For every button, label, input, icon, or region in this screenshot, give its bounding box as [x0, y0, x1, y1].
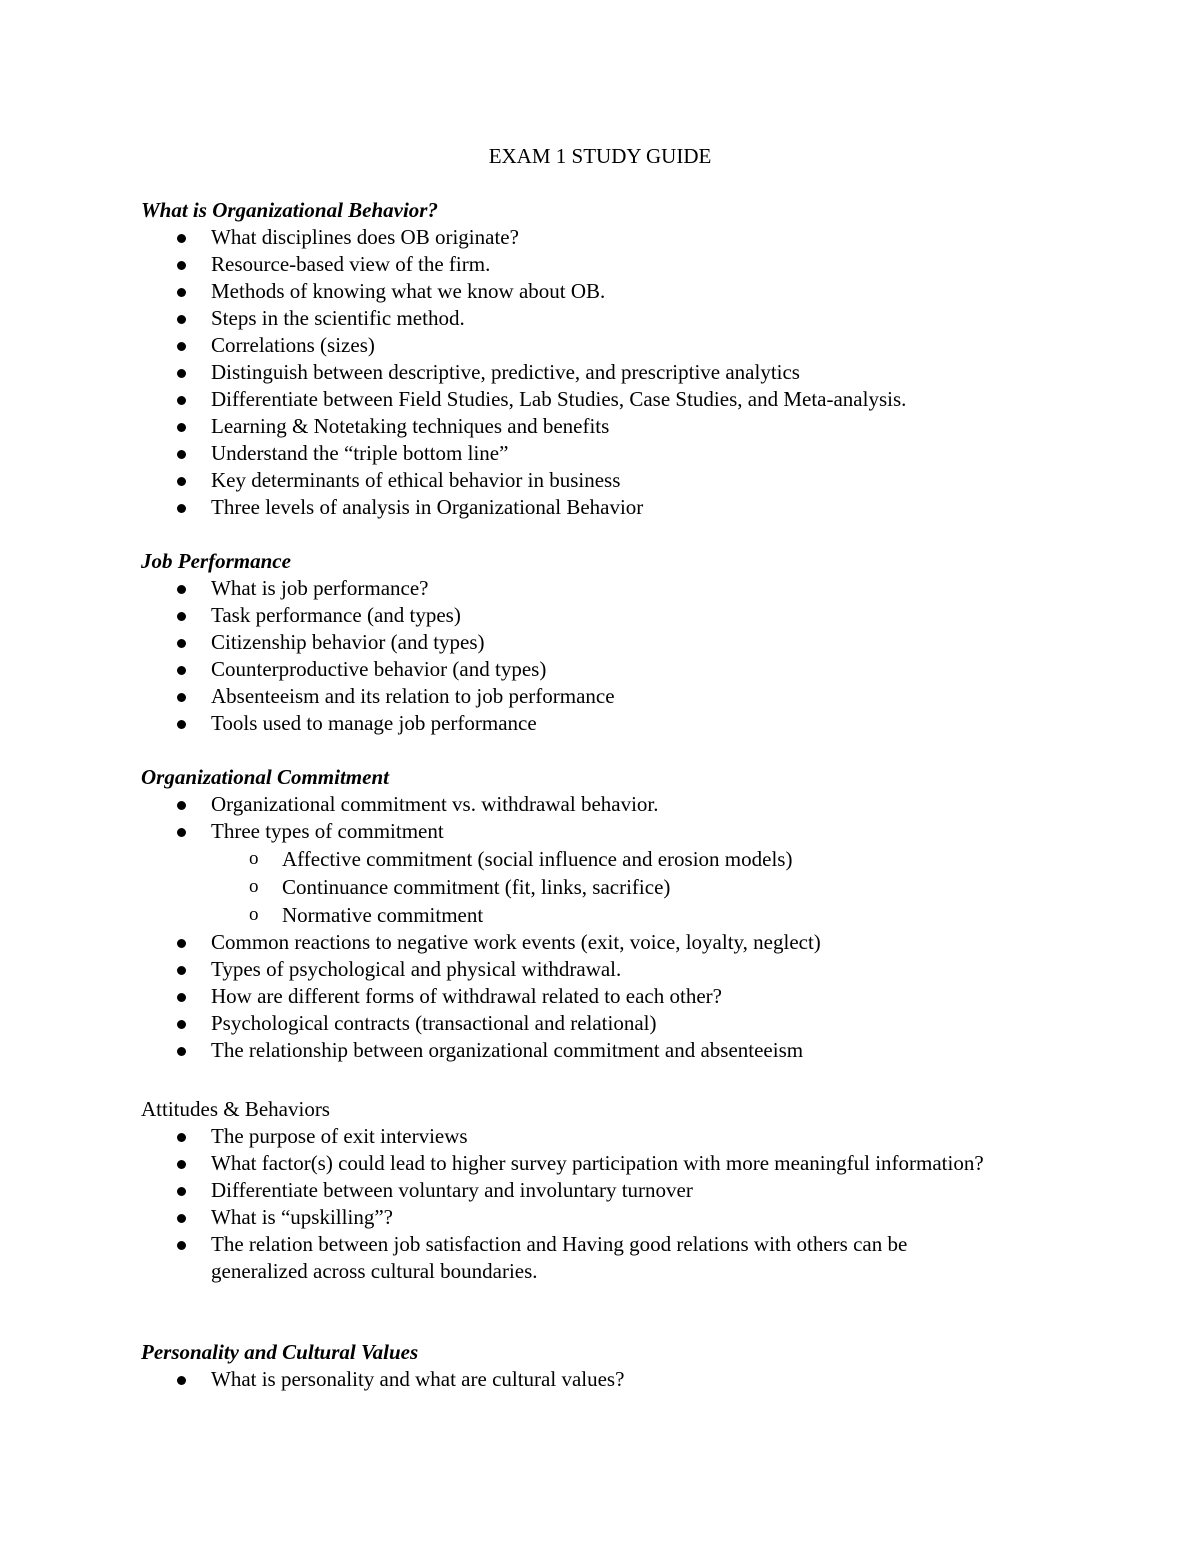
list-item: [141, 956, 1041, 983]
list-item-text: Citizenship behavior (and types): [211, 630, 485, 654]
list-item-text: What factor(s) could lead to higher survey participation with more meaningful information?: [211, 1151, 984, 1175]
list-item: [141, 983, 1041, 1010]
bullet-list: [141, 575, 1041, 737]
bullet-icon: [177, 315, 186, 324]
list-item: [141, 278, 1041, 305]
list-item: [141, 683, 1041, 710]
list-item-text: The relationship between organizational commitment and absenteeism: [211, 1038, 804, 1062]
list-item: [141, 1150, 1041, 1177]
section-organizational-commitment: [141, 764, 1041, 1064]
bullet-icon: [177, 423, 186, 432]
sub-list-item: [141, 901, 1041, 929]
bullet-icon: [177, 801, 186, 810]
bullet-list: [141, 929, 1041, 1064]
bullet-icon: [177, 612, 186, 621]
bullet-icon: [177, 666, 186, 675]
list-item: [141, 929, 1041, 956]
list-item-text: Types of psychological and physical withdrawal.: [211, 957, 622, 981]
list-item-text: Three levels of analysis in Organizational Behavior: [211, 495, 644, 519]
section-organizational-behavior: [141, 197, 1041, 521]
list-item-text: Resource-based view of the firm.: [211, 252, 491, 276]
bullet-icon: [177, 396, 186, 405]
bullet-icon: [177, 1187, 186, 1196]
bullet-icon: [177, 720, 186, 729]
list-item: [141, 818, 1041, 845]
bullet-icon: [177, 261, 186, 270]
list-item: [141, 710, 1041, 737]
list-item: [141, 386, 1041, 413]
list-item: [141, 305, 1041, 332]
list-item-text: Methods of knowing what we know about OB.: [211, 279, 606, 303]
bullet-icon: [177, 585, 186, 594]
bullet-icon: [177, 1241, 186, 1250]
list-item: [141, 413, 1041, 440]
list-item: [141, 791, 1041, 818]
bullet-icon: [177, 993, 186, 1002]
list-item-text: Tools used to manage job performance: [211, 711, 537, 735]
bullet-icon: [177, 477, 186, 486]
bullet-icon: [177, 966, 186, 975]
circle-bullet-icon: o: [249, 848, 259, 869]
list-item-text: Differentiate between voluntary and involuntary turnover: [211, 1178, 693, 1202]
list-item-text: Key determinants of ethical behavior in business: [211, 468, 621, 492]
list-item-text: Psychological contracts (transactional and relational): [211, 1011, 657, 1035]
list-item-text: What is “upskilling”?: [211, 1205, 393, 1229]
list-item: [141, 251, 1041, 278]
list-item-text: Learning & Notetaking techniques and benefits: [211, 414, 610, 438]
list-item-text: Differentiate between Field Studies, Lab Studies, Case Studies, and Meta-analysis.: [211, 387, 907, 411]
list-item-text: What disciplines does OB originate?: [211, 225, 519, 249]
section-job-performance: [141, 548, 1041, 737]
list-item: [141, 440, 1041, 467]
bullet-list: [141, 224, 1041, 521]
list-item: [141, 1204, 1041, 1231]
list-item-text: Absenteeism and its relation to job performance: [211, 684, 615, 708]
circle-bullet-icon: o: [249, 904, 259, 925]
bullet-icon: [177, 1133, 186, 1142]
section-attitudes-behaviors: [141, 1096, 1041, 1285]
list-item-text: Steps in the scientific method.: [211, 306, 465, 330]
bullet-icon: [177, 1214, 186, 1223]
list-item: [141, 1366, 1041, 1393]
list-item-text: The relation between job satisfaction and Having good relations with others can be generalized across cultural boundaries.: [211, 1232, 908, 1283]
list-item: [141, 1037, 1041, 1064]
list-item-text: Three types of commitment: [211, 819, 444, 843]
bullet-list: [141, 1366, 1041, 1393]
list-item-text: Counterproductive behavior (and types): [211, 657, 547, 681]
section-personality-cultural-values: [141, 1339, 1041, 1393]
section-heading: Personality and Cultural Values: [141, 1340, 419, 1364]
list-item: [141, 332, 1041, 359]
list-item: [141, 602, 1041, 629]
sub-list-item-text: Normative commitment: [282, 903, 484, 927]
list-item: [141, 1177, 1041, 1204]
bullet-icon: [177, 693, 186, 702]
list-item-text: Distinguish between descriptive, predictive, and prescriptive analytics: [211, 360, 800, 384]
list-item-text: Common reactions to negative work events (exit, voice, loyalty, neglect): [211, 930, 821, 954]
section-heading: Attitudes & Behaviors: [141, 1097, 330, 1121]
document-title: EXAM 1 STUDY GUIDE: [488, 144, 712, 168]
list-item: [141, 575, 1041, 602]
list-item-text: Correlations (sizes): [211, 333, 375, 357]
list-item-text: What is personality and what are cultural values?: [211, 1367, 625, 1391]
list-item: [141, 1231, 1041, 1285]
list-item-text: How are different forms of withdrawal related to each other?: [211, 984, 722, 1008]
list-item: [141, 656, 1041, 683]
bullet-icon: [177, 939, 186, 948]
list-item: [141, 629, 1041, 656]
circle-bullet-icon: o: [249, 876, 259, 897]
bullet-icon: [177, 234, 186, 243]
bullet-list: [141, 1123, 1041, 1285]
bullet-icon: [177, 1047, 186, 1056]
list-item: [141, 467, 1041, 494]
sub-bullet-list: [141, 845, 1041, 929]
list-item-text: Organizational commitment vs. withdrawal behavior.: [211, 792, 659, 816]
list-item-text: Understand the “triple bottom line”: [211, 441, 509, 465]
bullet-icon: [177, 1376, 186, 1385]
sub-list-item-text: Continuance commitment (fit, links, sacrifice): [282, 875, 671, 899]
bullet-icon: [177, 450, 186, 459]
bullet-icon: [177, 639, 186, 648]
section-heading: Job Performance: [141, 549, 291, 573]
list-item: [141, 1123, 1041, 1150]
bullet-icon: [177, 342, 186, 351]
bullet-icon: [177, 369, 186, 378]
sub-list-item-text: Affective commitment (social influence and erosion models): [282, 847, 793, 871]
sub-list-item: [141, 845, 1041, 873]
sub-list-item: [141, 873, 1041, 901]
bullet-icon: [177, 828, 186, 837]
section-heading: Organizational Commitment: [141, 765, 389, 789]
list-item: [141, 494, 1041, 521]
bullet-icon: [177, 1020, 186, 1029]
list-item-text: Task performance (and types): [211, 603, 461, 627]
bullet-icon: [177, 504, 186, 513]
section-heading: What is Organizational Behavior?: [141, 198, 438, 222]
list-item: [141, 359, 1041, 386]
list-item-text: The purpose of exit interviews: [211, 1124, 468, 1148]
list-item-text: What is job performance?: [211, 576, 429, 600]
list-item: [141, 1010, 1041, 1037]
bullet-icon: [177, 288, 186, 297]
list-item: [141, 224, 1041, 251]
bullet-list: [141, 791, 1041, 845]
bullet-icon: [177, 1160, 186, 1169]
